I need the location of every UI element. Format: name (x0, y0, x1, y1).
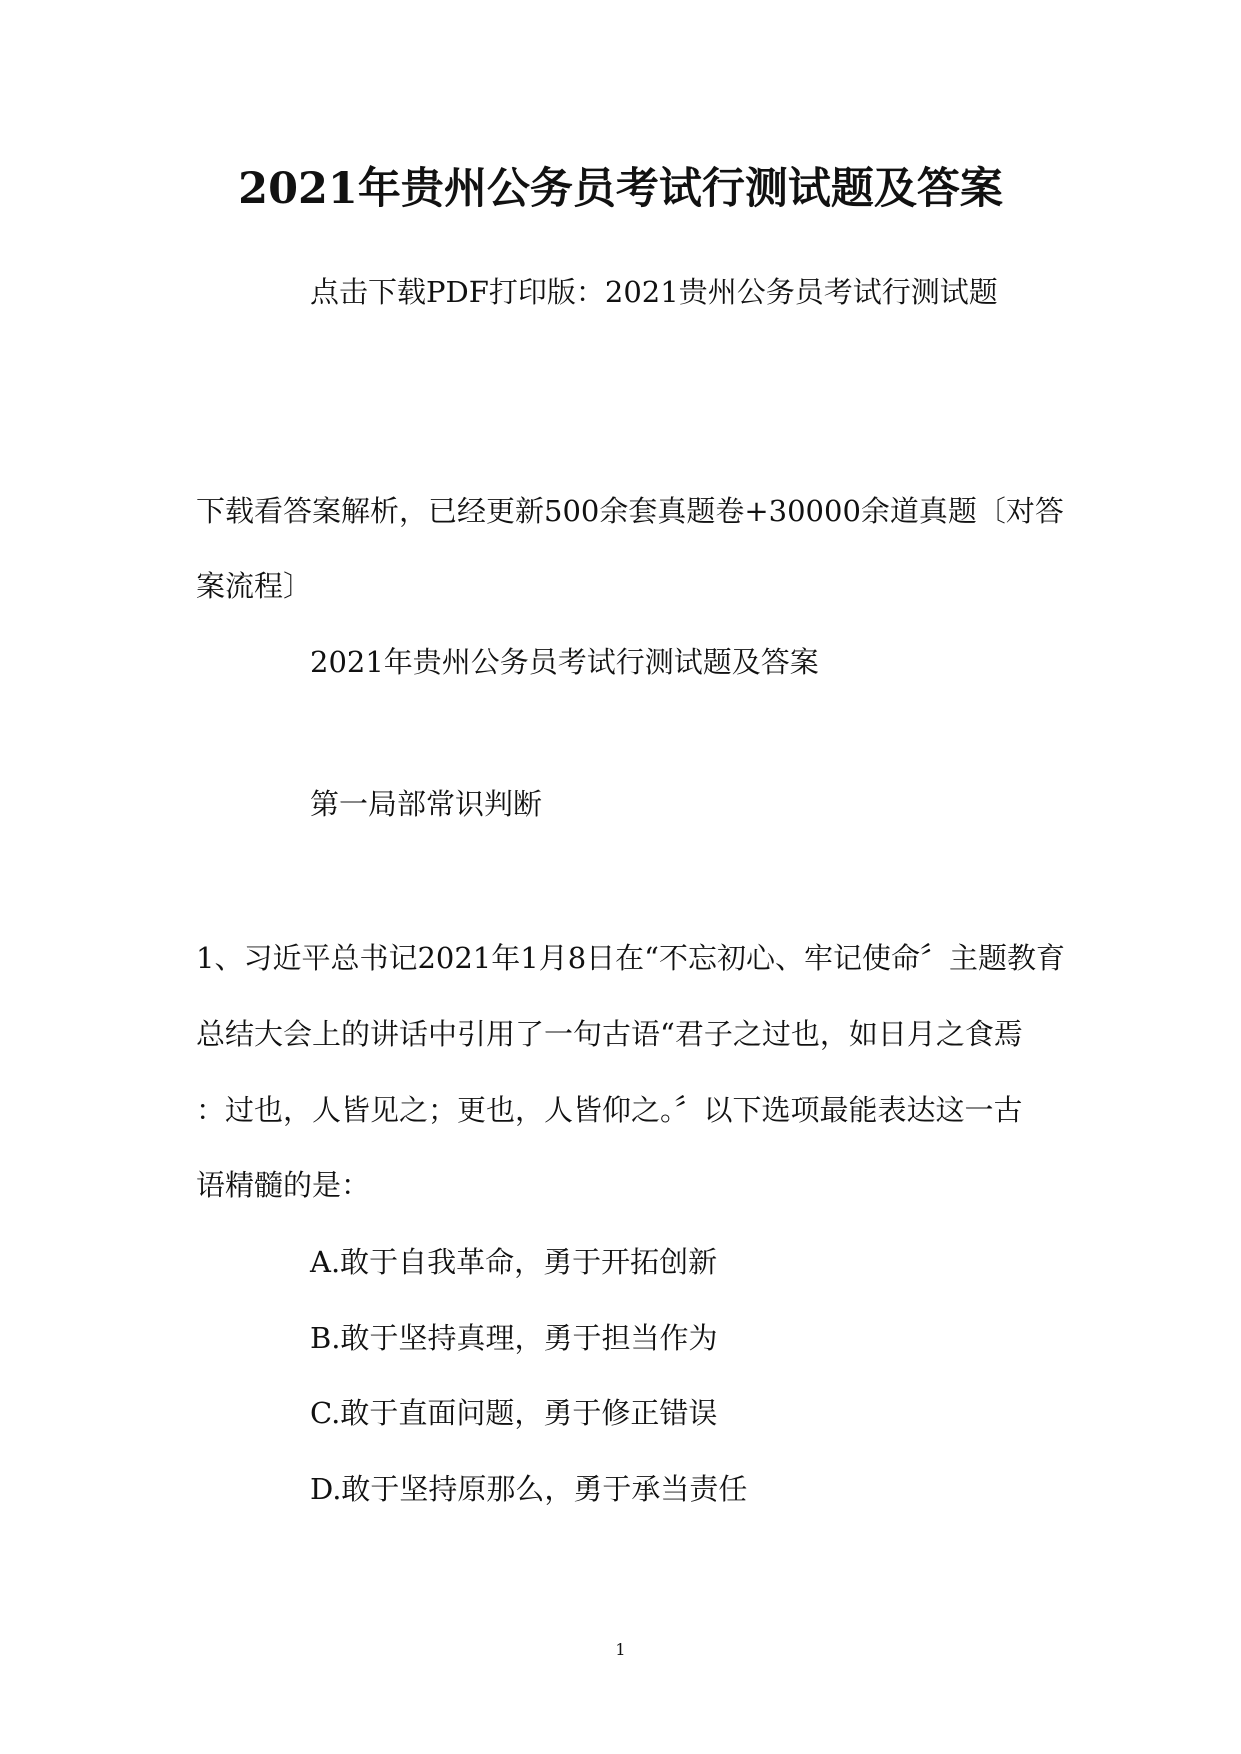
answer-option-c: C.敢于直面问题，勇于修正错误 (310, 1396, 718, 1430)
page-title: 2021年贵州公务员考试行测试题及答案 (238, 164, 1003, 214)
answer-option-d: D.敢于坚持原那么，勇于承当责任 (310, 1472, 748, 1506)
question-text-line-3: ：过也，人皆见之；更也，人皆仰之。〞以下选项最能表达这一古 (196, 1093, 1023, 1127)
answer-option-b: B.敢于坚持真理，勇于担当作为 (310, 1321, 718, 1355)
section-heading: 第一局部常识判断 (310, 787, 543, 821)
answer-option-a: A.敢于自我革命，勇于开拓创新 (310, 1245, 718, 1279)
pdf-download-link[interactable]: 点击下载PDF打印版：2021贵州公务员考试行测试题 (310, 275, 998, 309)
question-text-line-4: 语精髓的是： (196, 1168, 371, 1202)
page-number: 1 (615, 1640, 626, 1659)
question-text-line-1: 1、习近平总书记2021年1月8日在“不忘初心、牢记使命〞主题教育 (196, 941, 1065, 975)
document-subtitle: 2021年贵州公务员考试行测试题及答案 (310, 645, 819, 679)
intro-text-line-2: 案流程〕 (196, 569, 313, 603)
intro-text-line-1: 下载看答案解析，已经更新500余套真题卷+30000余道真题〔对答 (196, 494, 1064, 528)
question-text-line-2: 总结大会上的讲话中引用了一句古语“君子之过也，如日月之食焉 (196, 1017, 1023, 1051)
